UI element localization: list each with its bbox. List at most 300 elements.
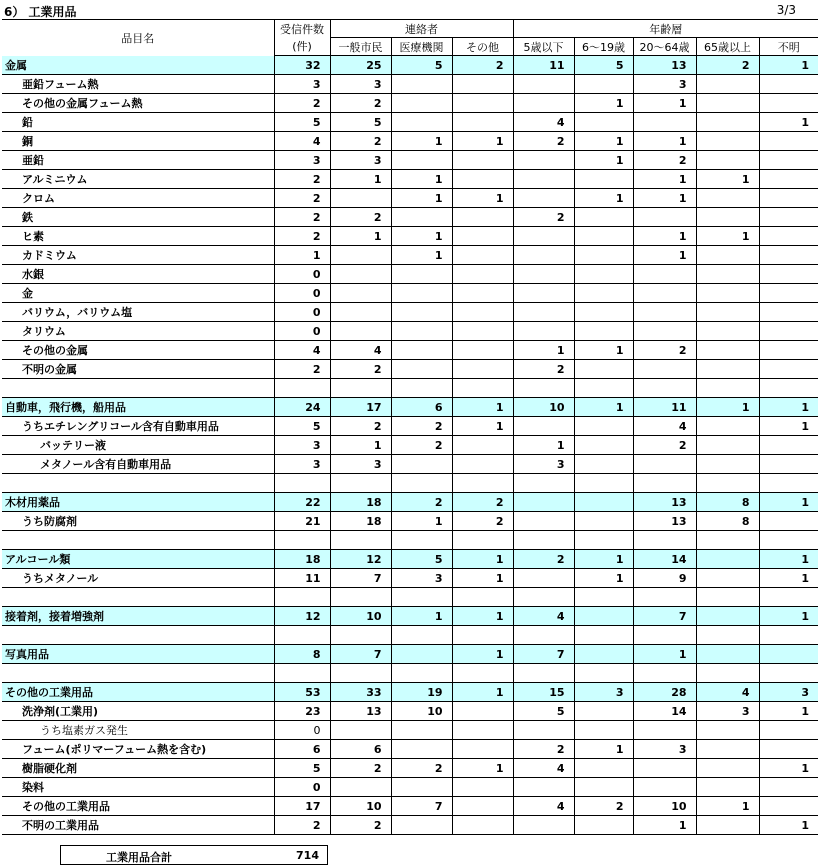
value-cell [452,360,513,379]
row-label: カドミウム [2,246,274,265]
category-row [2,683,818,702]
value-cell [330,189,391,208]
col-group-reporter: 連絡者 [330,20,513,38]
value-cell: 2 [274,94,330,113]
row-label: 鉄 [2,208,274,227]
value-cell: 1 [513,436,574,455]
value-cell [759,303,818,322]
value-cell [574,702,633,721]
value-cell [513,151,574,170]
value-cell: 1 [696,398,759,417]
spacer-cell [696,474,759,493]
value-cell [452,778,513,797]
value-cell [759,227,818,246]
spacer-cell [696,379,759,398]
value-cell [759,75,818,94]
value-cell: 1 [391,246,452,265]
value-cell: 3 [274,151,330,170]
col-header-age-under5: 5歳以下 [513,38,574,56]
value-cell [574,493,633,512]
value-cell: 13 [633,512,696,531]
value-cell: 1 [452,569,513,588]
value-cell: 17 [274,797,330,816]
value-cell [759,341,818,360]
row-label: 亜鉛フューム熱 [2,75,274,94]
value-cell [452,94,513,113]
value-cell: 2 [330,94,391,113]
spacer-cell [452,588,513,607]
value-cell [574,113,633,132]
value-cell [391,94,452,113]
item-row [2,151,818,170]
value-cell [696,607,759,626]
col-header-age-unknown: 不明 [759,38,818,56]
item-row [2,227,818,246]
spacer-row [2,531,818,550]
value-cell [391,360,452,379]
spacer-cell [759,664,818,683]
spacer-row [2,588,818,607]
value-cell: 3 [633,75,696,94]
item-row [2,740,818,759]
value-cell [696,189,759,208]
value-cell: 1 [696,227,759,246]
value-cell [574,75,633,94]
row-label: バリウム，バリウム塩 [2,303,274,322]
spacer-cell [513,626,574,645]
value-cell [759,797,818,816]
value-cell: 11 [274,569,330,588]
row-label: 不明の金属 [2,360,274,379]
value-cell: 7 [330,645,391,664]
value-cell: 6 [330,740,391,759]
spacer-cell [330,474,391,493]
value-cell: 0 [274,778,330,797]
value-cell: 18 [330,512,391,531]
row-label: バッテリー液 [2,436,274,455]
item-row [2,284,818,303]
value-cell: 1 [330,436,391,455]
item-row [2,360,818,379]
value-cell [574,227,633,246]
row-label: 金 [2,284,274,303]
value-cell: 5 [274,113,330,132]
value-cell [633,322,696,341]
value-cell [633,284,696,303]
value-cell [633,208,696,227]
value-cell: 3 [574,683,633,702]
value-cell: 4 [513,607,574,626]
row-label: うち塩素ガス発生 [2,721,274,740]
spacer-cell [574,626,633,645]
category-row [2,607,818,626]
value-cell [513,493,574,512]
value-cell: 5 [574,56,633,75]
item-row [2,265,818,284]
spacer-cell [452,474,513,493]
value-cell: 4 [274,132,330,151]
value-cell [759,208,818,227]
spacer-cell [696,664,759,683]
value-cell: 2 [633,341,696,360]
spacer-cell [574,379,633,398]
row-label: うちエチレングリコール含有自動車用品 [2,417,274,436]
value-cell [391,265,452,284]
value-cell: 3 [330,75,391,94]
row-label: うち防腐剤 [2,512,274,531]
spacer-cell [274,474,330,493]
value-cell [513,284,574,303]
spacer-cell [330,588,391,607]
value-cell: 1 [574,189,633,208]
value-cell: 1 [633,816,696,835]
spacer-cell [513,531,574,550]
value-cell [452,303,513,322]
spacer-cell [2,626,274,645]
value-cell: 1 [574,740,633,759]
spacer-cell [633,588,696,607]
value-cell: 1 [330,170,391,189]
value-cell [696,721,759,740]
value-cell [696,550,759,569]
value-cell [633,759,696,778]
spacer-row [2,379,818,398]
value-cell: 4 [513,113,574,132]
value-cell [696,436,759,455]
value-cell: 17 [330,398,391,417]
value-cell [696,417,759,436]
value-cell: 1 [574,132,633,151]
value-cell: 3 [274,455,330,474]
value-cell [696,341,759,360]
spacer-cell [574,531,633,550]
row-label: 自動車，飛行機，船用品 [2,398,274,417]
value-cell: 4 [696,683,759,702]
value-cell: 11 [633,398,696,417]
row-label: 接着剤，接着増強剤 [2,607,274,626]
spacer-cell [513,588,574,607]
value-cell: 1 [391,607,452,626]
value-cell [574,436,633,455]
value-cell: 3 [633,740,696,759]
value-cell [574,265,633,284]
value-cell: 7 [513,645,574,664]
value-cell [574,360,633,379]
value-cell: 2 [452,512,513,531]
value-cell [391,303,452,322]
value-cell: 0 [274,721,330,740]
value-cell [633,778,696,797]
value-cell [391,721,452,740]
value-cell: 1 [452,132,513,151]
value-cell: 10 [330,797,391,816]
value-cell: 1 [696,170,759,189]
value-cell: 12 [274,607,330,626]
value-cell [513,189,574,208]
item-row [2,417,818,436]
value-cell [452,341,513,360]
value-cell [759,721,818,740]
value-cell: 21 [274,512,330,531]
value-cell: 1 [759,398,818,417]
value-cell [759,455,818,474]
value-cell [759,645,818,664]
value-cell [633,303,696,322]
item-row [2,303,818,322]
spacer-cell [759,626,818,645]
value-cell: 28 [633,683,696,702]
value-cell [759,265,818,284]
item-row [2,797,818,816]
value-cell: 0 [274,265,330,284]
value-cell: 1 [452,417,513,436]
value-cell: 4 [633,417,696,436]
spacer-cell [2,664,274,683]
value-cell: 0 [274,284,330,303]
col-header-name: 品目名 [2,20,274,56]
value-cell: 18 [330,493,391,512]
value-cell: 2 [330,417,391,436]
item-row [2,455,818,474]
value-cell [696,151,759,170]
spacer-cell [633,664,696,683]
industrial-products-table [2,19,818,835]
value-cell: 2 [574,797,633,816]
value-cell: 2 [274,360,330,379]
value-cell: 1 [574,569,633,588]
value-cell [452,170,513,189]
value-cell [513,512,574,531]
spacer-cell [391,588,452,607]
col-group-age: 年齢層 [513,20,818,38]
value-cell: 1 [452,759,513,778]
item-row [2,75,818,94]
value-cell [452,721,513,740]
value-cell [759,436,818,455]
value-cell [696,778,759,797]
value-cell [391,208,452,227]
item-row [2,778,818,797]
value-cell: 3 [330,151,391,170]
value-cell: 14 [633,702,696,721]
spacer-cell [274,531,330,550]
col-header-age-65plus: 65歳以上 [696,38,759,56]
value-cell [574,816,633,835]
value-cell: 14 [633,550,696,569]
spacer-cell [633,531,696,550]
value-cell [391,645,452,664]
value-cell [330,778,391,797]
spacer-cell [452,379,513,398]
value-cell: 32 [274,56,330,75]
value-cell: 1 [759,816,818,835]
value-cell [759,360,818,379]
value-cell: 25 [330,56,391,75]
value-cell [696,75,759,94]
value-cell: 10 [391,702,452,721]
value-cell [574,303,633,322]
value-cell: 1 [633,94,696,113]
value-cell: 7 [391,797,452,816]
item-row [2,322,818,341]
item-row [2,94,818,113]
value-cell: 8 [696,493,759,512]
spacer-cell [330,626,391,645]
row-label: メタノール含有自動車用品 [2,455,274,474]
row-label: フューム(ポリマーフューム熱を含む) [2,740,274,759]
value-cell [391,75,452,94]
value-cell [696,322,759,341]
item-row [2,341,818,360]
value-cell: 1 [513,341,574,360]
value-cell: 1 [391,170,452,189]
row-label: 洗浄剤(工業用) [2,702,274,721]
value-cell: 1 [633,246,696,265]
value-cell [452,75,513,94]
value-cell [391,455,452,474]
value-cell: 1 [759,113,818,132]
value-cell: 2 [391,759,452,778]
spacer-cell [391,531,452,550]
value-cell [330,246,391,265]
value-cell [513,170,574,189]
value-cell: 1 [452,189,513,208]
value-cell: 1 [759,607,818,626]
value-cell: 13 [330,702,391,721]
value-cell: 11 [513,56,574,75]
value-cell [452,797,513,816]
value-cell [759,132,818,151]
spacer-cell [633,379,696,398]
value-cell: 1 [391,512,452,531]
col-header-reporter-other: その他 [452,38,513,56]
value-cell [452,740,513,759]
value-cell [696,455,759,474]
value-cell [513,417,574,436]
spacer-cell [452,626,513,645]
value-cell [330,284,391,303]
value-cell [391,778,452,797]
col-header-reporter-medical: 医療機関 [391,38,452,56]
value-cell [759,512,818,531]
value-cell [574,417,633,436]
total-box [60,845,328,865]
row-label: 金属 [2,56,274,75]
value-cell: 2 [391,493,452,512]
value-cell: 2 [452,56,513,75]
value-cell: 3 [696,702,759,721]
value-cell [391,341,452,360]
row-label: その他の金属フューム熱 [2,94,274,113]
value-cell [452,113,513,132]
value-cell: 1 [452,398,513,417]
value-cell: 13 [633,56,696,75]
spacer-cell [330,379,391,398]
value-cell [696,265,759,284]
value-cell [759,284,818,303]
value-cell [513,265,574,284]
value-cell [696,569,759,588]
spacer-cell [330,664,391,683]
value-cell [633,721,696,740]
value-cell [452,227,513,246]
item-row [2,208,818,227]
value-cell [513,303,574,322]
value-cell: 1 [391,227,452,246]
row-label: ヒ素 [2,227,274,246]
spacer-cell [696,626,759,645]
value-cell [759,170,818,189]
spacer-cell [274,379,330,398]
value-cell [759,778,818,797]
col-header-age-6-19: 6～19歳 [574,38,633,56]
value-cell [574,645,633,664]
value-cell: 2 [513,208,574,227]
value-cell [574,455,633,474]
value-cell: 2 [391,417,452,436]
spacer-cell [452,664,513,683]
value-cell: 1 [452,550,513,569]
spacer-cell [574,588,633,607]
value-cell: 1 [574,398,633,417]
item-row [2,132,818,151]
value-cell: 53 [274,683,330,702]
value-cell: 5 [513,702,574,721]
value-cell [452,284,513,303]
value-cell [330,322,391,341]
total-value: 714 [296,849,319,862]
row-label: 樹脂硬化剤 [2,759,274,778]
spacer-cell [452,531,513,550]
value-cell: 3 [274,75,330,94]
category-row [2,398,818,417]
category-row [2,550,818,569]
spacer-cell [513,474,574,493]
spacer-cell [574,664,633,683]
spacer-cell [391,474,452,493]
value-cell: 1 [633,227,696,246]
value-cell [513,569,574,588]
value-cell: 2 [330,816,391,835]
value-cell: 15 [513,683,574,702]
value-cell: 2 [330,759,391,778]
value-cell: 2 [513,740,574,759]
value-cell [330,265,391,284]
item-row [2,759,818,778]
category-row [2,56,818,75]
value-cell: 1 [574,341,633,360]
value-cell [574,778,633,797]
value-cell: 1 [759,56,818,75]
col-header-count-unit: (件) [274,38,330,56]
row-label: アルミニウム [2,170,274,189]
value-cell: 2 [330,360,391,379]
spacer-cell [274,626,330,645]
value-cell [513,227,574,246]
value-cell: 2 [513,132,574,151]
page-indicator: 3/3 [776,3,796,17]
value-cell: 7 [330,569,391,588]
value-cell [391,284,452,303]
spacer-cell [330,531,391,550]
value-cell: 3 [274,436,330,455]
spacer-cell [759,531,818,550]
value-cell: 22 [274,493,330,512]
value-cell [574,284,633,303]
value-cell [513,75,574,94]
value-cell [391,113,452,132]
category-row [2,493,818,512]
